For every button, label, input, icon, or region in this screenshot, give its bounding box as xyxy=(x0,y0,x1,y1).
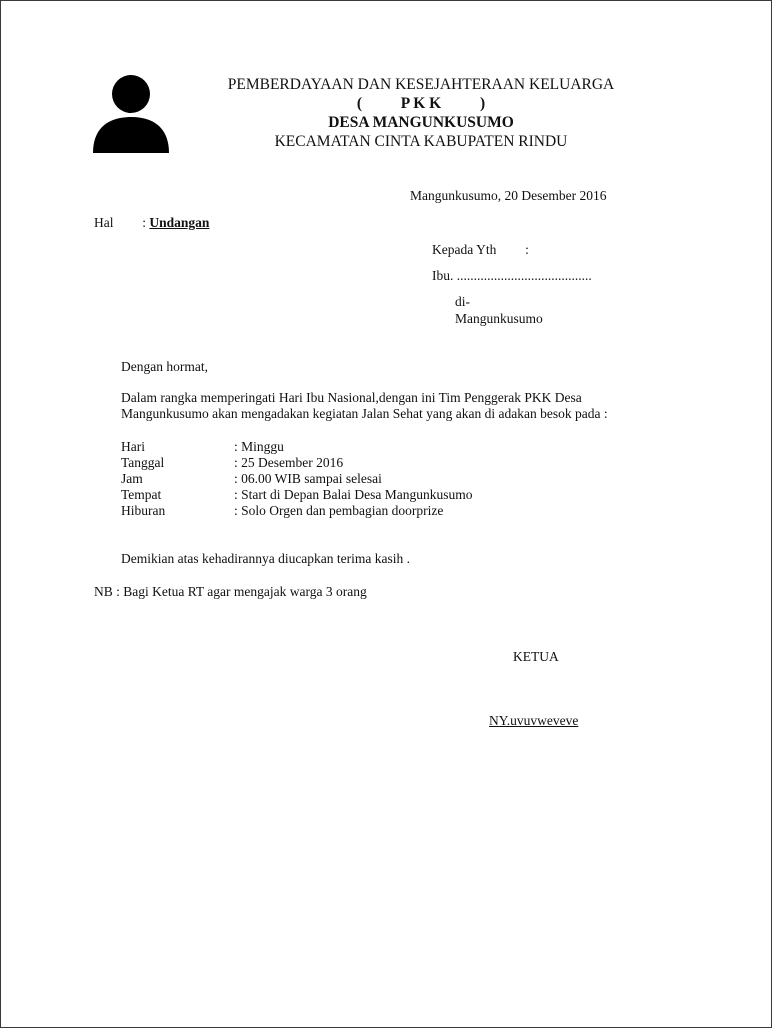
subject-colon: : xyxy=(142,215,147,230)
detail-row xyxy=(121,503,165,519)
closing-sentence: Demikian atas kehadirannya diucapkan terima kasih . xyxy=(121,551,411,566)
detail-value: : Solo Orgen dan pembagian doorprize xyxy=(234,503,444,518)
body-paragraph-line1: Dalam rangka memperingati Hari Ibu Nasional,dengan ini Tim Penggerak PKK Desa xyxy=(121,390,582,405)
org-name-line1: PEMBERDAYAAN DAN KESEJAHTERAAN KELUARGA xyxy=(227,76,615,93)
kepada-colon: : xyxy=(525,242,529,257)
detail-value: : 25 Desember 2016 xyxy=(234,455,344,470)
detail-label: Tanggal xyxy=(121,455,165,470)
org-village-line: DESA MANGUNKUSUMO xyxy=(328,114,514,131)
recipient-place: Mangunkusumo xyxy=(455,311,543,326)
detail-row xyxy=(121,487,161,503)
detail-row xyxy=(121,439,145,455)
place-date: Mangunkusumo, 20 Desember 2016 xyxy=(410,188,607,203)
kepada-label: Kepada Yth xyxy=(432,242,497,257)
greeting: Dengan hormat, xyxy=(121,359,208,374)
subject-label: Hal xyxy=(94,215,114,230)
detail-label: Hari xyxy=(121,439,145,454)
signature-name: NY.uvuvweveve xyxy=(489,713,579,728)
recipient-di: di- xyxy=(455,294,470,309)
person-avatar-icon xyxy=(91,73,171,155)
subject-value: Undangan xyxy=(149,215,210,230)
detail-row xyxy=(121,471,143,487)
detail-value: : Minggu xyxy=(234,439,284,454)
signature-title: KETUA xyxy=(513,649,559,664)
subject-row xyxy=(94,215,209,231)
detail-row xyxy=(121,455,164,471)
detail-value: : 06.00 WIB sampai selesai xyxy=(234,471,382,486)
detail-label: Hiburan xyxy=(121,503,166,518)
detail-label: Tempat xyxy=(121,487,162,502)
recipient-ibu: Ibu. ........................................ xyxy=(432,268,592,283)
detail-value: : Start di Depan Balai Desa Mangunkusumo xyxy=(234,487,473,502)
org-district-line: KECAMATAN CINTA KABUPATEN RINDU xyxy=(274,133,568,150)
org-abbrev-line: ( P K K ) xyxy=(356,95,486,112)
body-paragraph-line2: Mangunkusumo akan mengadakan kegiatan Jalan Sehat yang akan di adakan besok pada : xyxy=(121,406,608,421)
detail-label: Jam xyxy=(121,471,143,486)
note-line: NB : Bagi Ketua RT agar mengajak warga 3 orang xyxy=(94,584,367,599)
recipient-kepada xyxy=(432,242,529,258)
